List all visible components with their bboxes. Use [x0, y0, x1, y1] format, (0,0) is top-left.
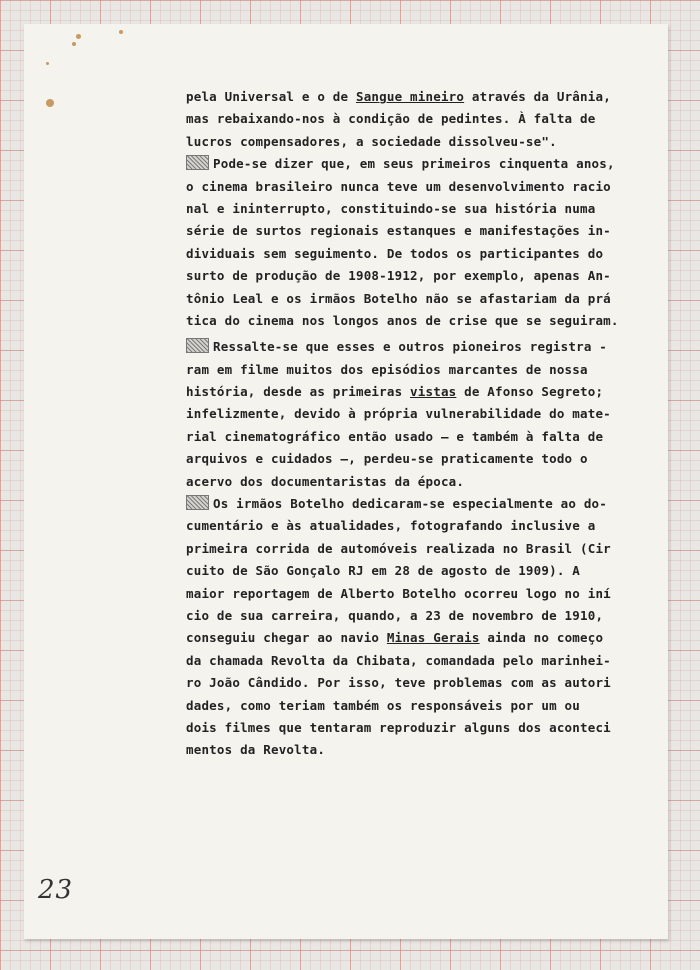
paragraph-mark — [186, 338, 209, 353]
stain-mark — [46, 99, 54, 107]
text-line — [186, 695, 646, 717]
line-text: primeira corrida de automóveis realizada no Brasil (Cir — [186, 540, 611, 556]
line-text: lucros compensadores, a sociedade dissolveu-se". — [186, 133, 557, 149]
line-text: rial cinematográfico então usado — e também à falta de — [186, 428, 604, 444]
text-line — [186, 336, 646, 358]
line-text: dois filmes que tentaram reproduzir alguns dos aconteci — [186, 719, 611, 735]
text-line — [186, 493, 646, 515]
line-text: história, desde as primeiras — [186, 384, 411, 400]
line-text: ro João Cândido. Por isso, teve problemas com as autori — [186, 675, 611, 691]
text-line — [186, 220, 646, 242]
line-text: série de surtos regionais estanques e manifestações in- — [186, 223, 611, 239]
text-line — [186, 739, 646, 761]
line-text: maior reportagem de Alberto Botelho ocorreu logo no iní — [186, 585, 611, 601]
text-line — [186, 108, 646, 130]
typewritten-page — [24, 24, 668, 939]
text-line — [186, 448, 646, 470]
underlined-title: Minas Gerais — [386, 630, 480, 646]
text-line — [186, 176, 646, 198]
text-line — [186, 471, 646, 493]
text-line — [186, 131, 646, 153]
line-text: cio de sua carreira, quando, a 23 de novembro de 1910, — [186, 607, 604, 623]
text-line — [186, 515, 646, 537]
text-line — [186, 310, 646, 332]
line-text: mas rebaixando-nos à condição de pedintes. À falta de — [186, 111, 596, 127]
stain-mark — [46, 62, 49, 65]
line-text: Os irmãos Botelho dedicaram-se especialmente ao do- — [213, 496, 608, 512]
line-text: nal e ininterrupto, constituindo-se sua história numa — [186, 200, 596, 216]
text-line — [186, 86, 646, 108]
text-line — [186, 265, 646, 287]
line-text: arquivos e cuidados —, perdeu-se praticamente todo o — [186, 451, 588, 467]
line-text: mentos da Revolta. — [186, 742, 326, 758]
text-line — [186, 717, 646, 739]
line-text: ainda no começo — [479, 630, 604, 646]
line-text: surto de produção de 1908-1912, por exemplo, apenas An- — [186, 268, 611, 284]
stain-mark — [72, 42, 76, 46]
line-text: dividuais sem seguimento. De todos os participantes do — [186, 245, 604, 261]
paragraph-mark — [186, 155, 209, 170]
text-line — [186, 359, 646, 381]
line-text: da chamada Revolta da Chibata, comandada pelo marinhei- — [186, 652, 611, 668]
text-line — [186, 198, 646, 220]
text-line — [186, 627, 646, 649]
line-text: o cinema brasileiro nunca teve um desenvolvimento racio — [186, 178, 611, 194]
line-text: acervo dos documentaristas da época. — [186, 473, 465, 489]
text-line — [186, 650, 646, 672]
line-text: pela Universal e o de — [186, 89, 356, 104]
text-line — [186, 153, 646, 175]
line-text: cumentário e às atualidades, fotografando inclusive a — [186, 518, 596, 534]
underlined-title: Sangue mineiro — [355, 89, 465, 104]
paragraph-mark — [186, 495, 209, 510]
text-line — [186, 583, 646, 605]
text-line — [186, 538, 646, 560]
text-line — [186, 381, 646, 403]
line-text: conseguiu chegar ao navio — [186, 630, 387, 646]
line-text: tica do cinema nos longos anos de crise que se seguiram. — [186, 312, 619, 328]
line-text: de Afonso Segreto; — [456, 384, 604, 400]
text-line — [186, 403, 646, 425]
stain-mark — [76, 34, 81, 39]
text-line — [186, 672, 646, 694]
text-line — [186, 605, 646, 627]
body-text — [186, 86, 646, 762]
line-text: infelizmente, devido à própria vulnerabilidade do mate- — [186, 406, 611, 422]
stain-mark — [119, 30, 123, 34]
handwritten-page-number: 23 — [38, 875, 74, 905]
line-text: tônio Leal e os irmãos Botelho não se afastariam da prá — [186, 290, 611, 306]
line-text: cuito de São Gonçalo RJ em 28 de agosto de 1909). A — [186, 563, 581, 579]
text-line — [186, 243, 646, 265]
text-line — [186, 426, 646, 448]
line-text: Pode-se dizer que, em seus primeiros cinquenta anos, — [213, 156, 615, 172]
line-text: ram em filme muitos dos episódios marcantes de nossa — [186, 361, 588, 377]
text-line — [186, 288, 646, 310]
line-text: através da Urânia, — [464, 89, 611, 104]
underlined-title: vistas — [410, 384, 457, 400]
line-text: dades, como teriam também os responsáveis por um ou — [186, 697, 581, 713]
line-text: Ressalte-se que esses e outros pioneiros registra - — [213, 339, 608, 355]
text-line — [186, 560, 646, 582]
